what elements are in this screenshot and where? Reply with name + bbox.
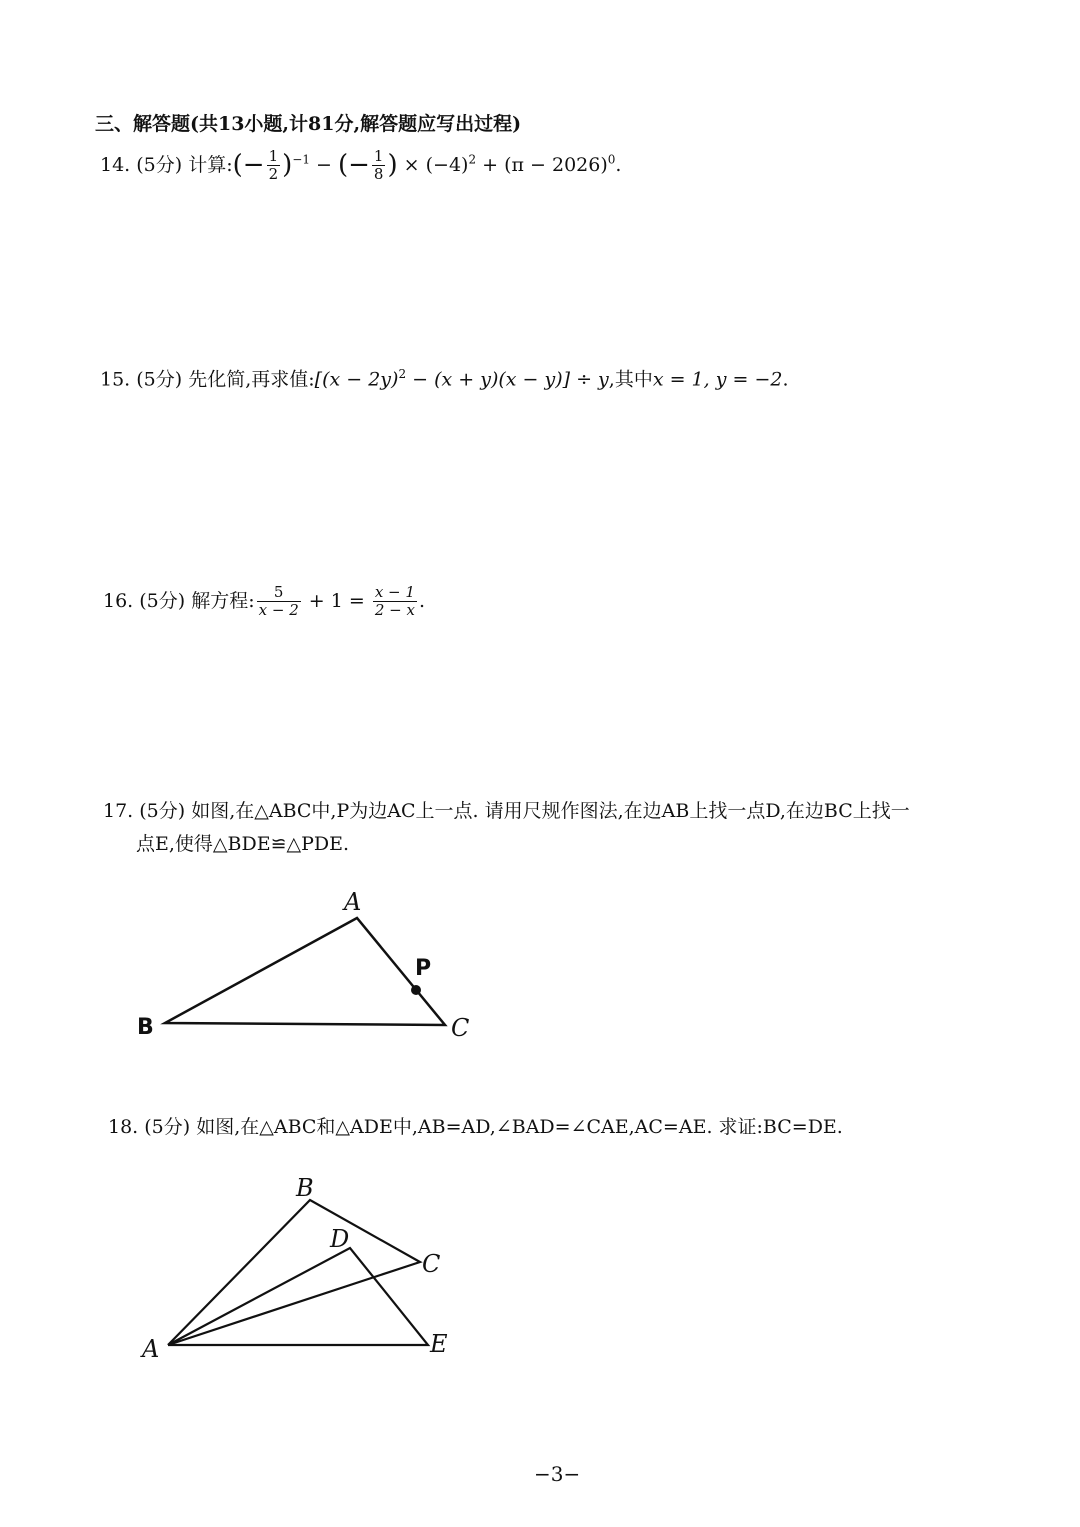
triangle-abc-18 xyxy=(168,1200,420,1345)
q14-tail2: + (π − 2026) xyxy=(476,153,608,176)
question-17-line-2: 点E,使得△BDE≌△PDE. xyxy=(136,833,350,855)
fig17-label-a: A xyxy=(344,888,362,916)
fig17-label-b: B xyxy=(137,1015,154,1040)
question-18: 18. (5分) 如图,在△ABC和△ADE中,AB=AD,∠BAD=∠CAE,AC=AE. 求证:BC=DE. xyxy=(108,1116,843,1138)
q15-prefix: 15. (5分) 先化简,再求值: xyxy=(100,368,315,391)
q14-tail1: × (−4) xyxy=(397,153,469,176)
q14-exp2: 2 xyxy=(468,152,477,167)
q14-open1: (− xyxy=(232,150,265,181)
q14-exp3: 0 xyxy=(607,152,616,167)
q14-end: . xyxy=(615,153,622,176)
fig17-label-c: C xyxy=(451,1014,470,1042)
q14-close1: ) xyxy=(282,150,293,181)
q16-frac1-num: 5 xyxy=(273,583,284,601)
q16-frac2-num: x − 1 xyxy=(374,583,415,601)
fig18-label-d: D xyxy=(330,1225,350,1253)
q15-end: . xyxy=(782,368,789,391)
q16-end: . xyxy=(418,589,425,612)
triangle-ade-18 xyxy=(168,1248,428,1345)
fig18-label-b: B xyxy=(296,1174,314,1202)
q15-expr1: [(x − 2y) xyxy=(314,368,399,391)
q14-close2: ) xyxy=(387,150,398,181)
q14-exp1: −1 xyxy=(292,152,310,167)
question-17-line-1: 17. (5分) 如图,在△ABC中,P为边AC上一点. 请用尺规作图法,在边AB上找一点D,在边BC上找一 xyxy=(103,800,910,822)
q15-exp: 2 xyxy=(398,367,407,381)
q16-prefix: 16. (5分) 解方程: xyxy=(103,589,255,612)
q14-frac2-den: 8 xyxy=(373,165,384,184)
q15-cond: x = 1, y = −2 xyxy=(652,368,783,391)
triangle-abc-17 xyxy=(165,918,445,1025)
q16-mid: + 1 = xyxy=(302,589,371,612)
fig17-label-p: P xyxy=(415,956,432,981)
point-p xyxy=(411,985,421,995)
figure-17-triangle xyxy=(165,918,445,1025)
section-title: 三、解答题(共13小题,计81分,解答题应写出过程) xyxy=(95,113,522,135)
q14-prefix: 14. (5分) 计算: xyxy=(100,153,233,176)
fig18-label-e: E xyxy=(430,1330,448,1358)
figure-18-triangles xyxy=(168,1200,428,1345)
q14-open2: (− xyxy=(337,150,370,181)
fig18-label-c: C xyxy=(422,1250,441,1278)
q16-frac1-den: x − 2 xyxy=(258,601,299,620)
q15-expr2: − (x + y)(x − y)] ÷ y xyxy=(406,368,609,391)
q15-suffix: ,其中 xyxy=(608,368,653,391)
q14-minus: − xyxy=(309,153,338,176)
q14-frac1-den: 2 xyxy=(268,165,279,184)
q16-frac2-den: 2 − x xyxy=(374,601,415,620)
q14-frac2-num: 1 xyxy=(373,147,384,165)
q14-frac1-num: 1 xyxy=(268,147,279,165)
page-number: −3− xyxy=(534,1462,581,1486)
fig18-label-a: A xyxy=(142,1335,160,1363)
